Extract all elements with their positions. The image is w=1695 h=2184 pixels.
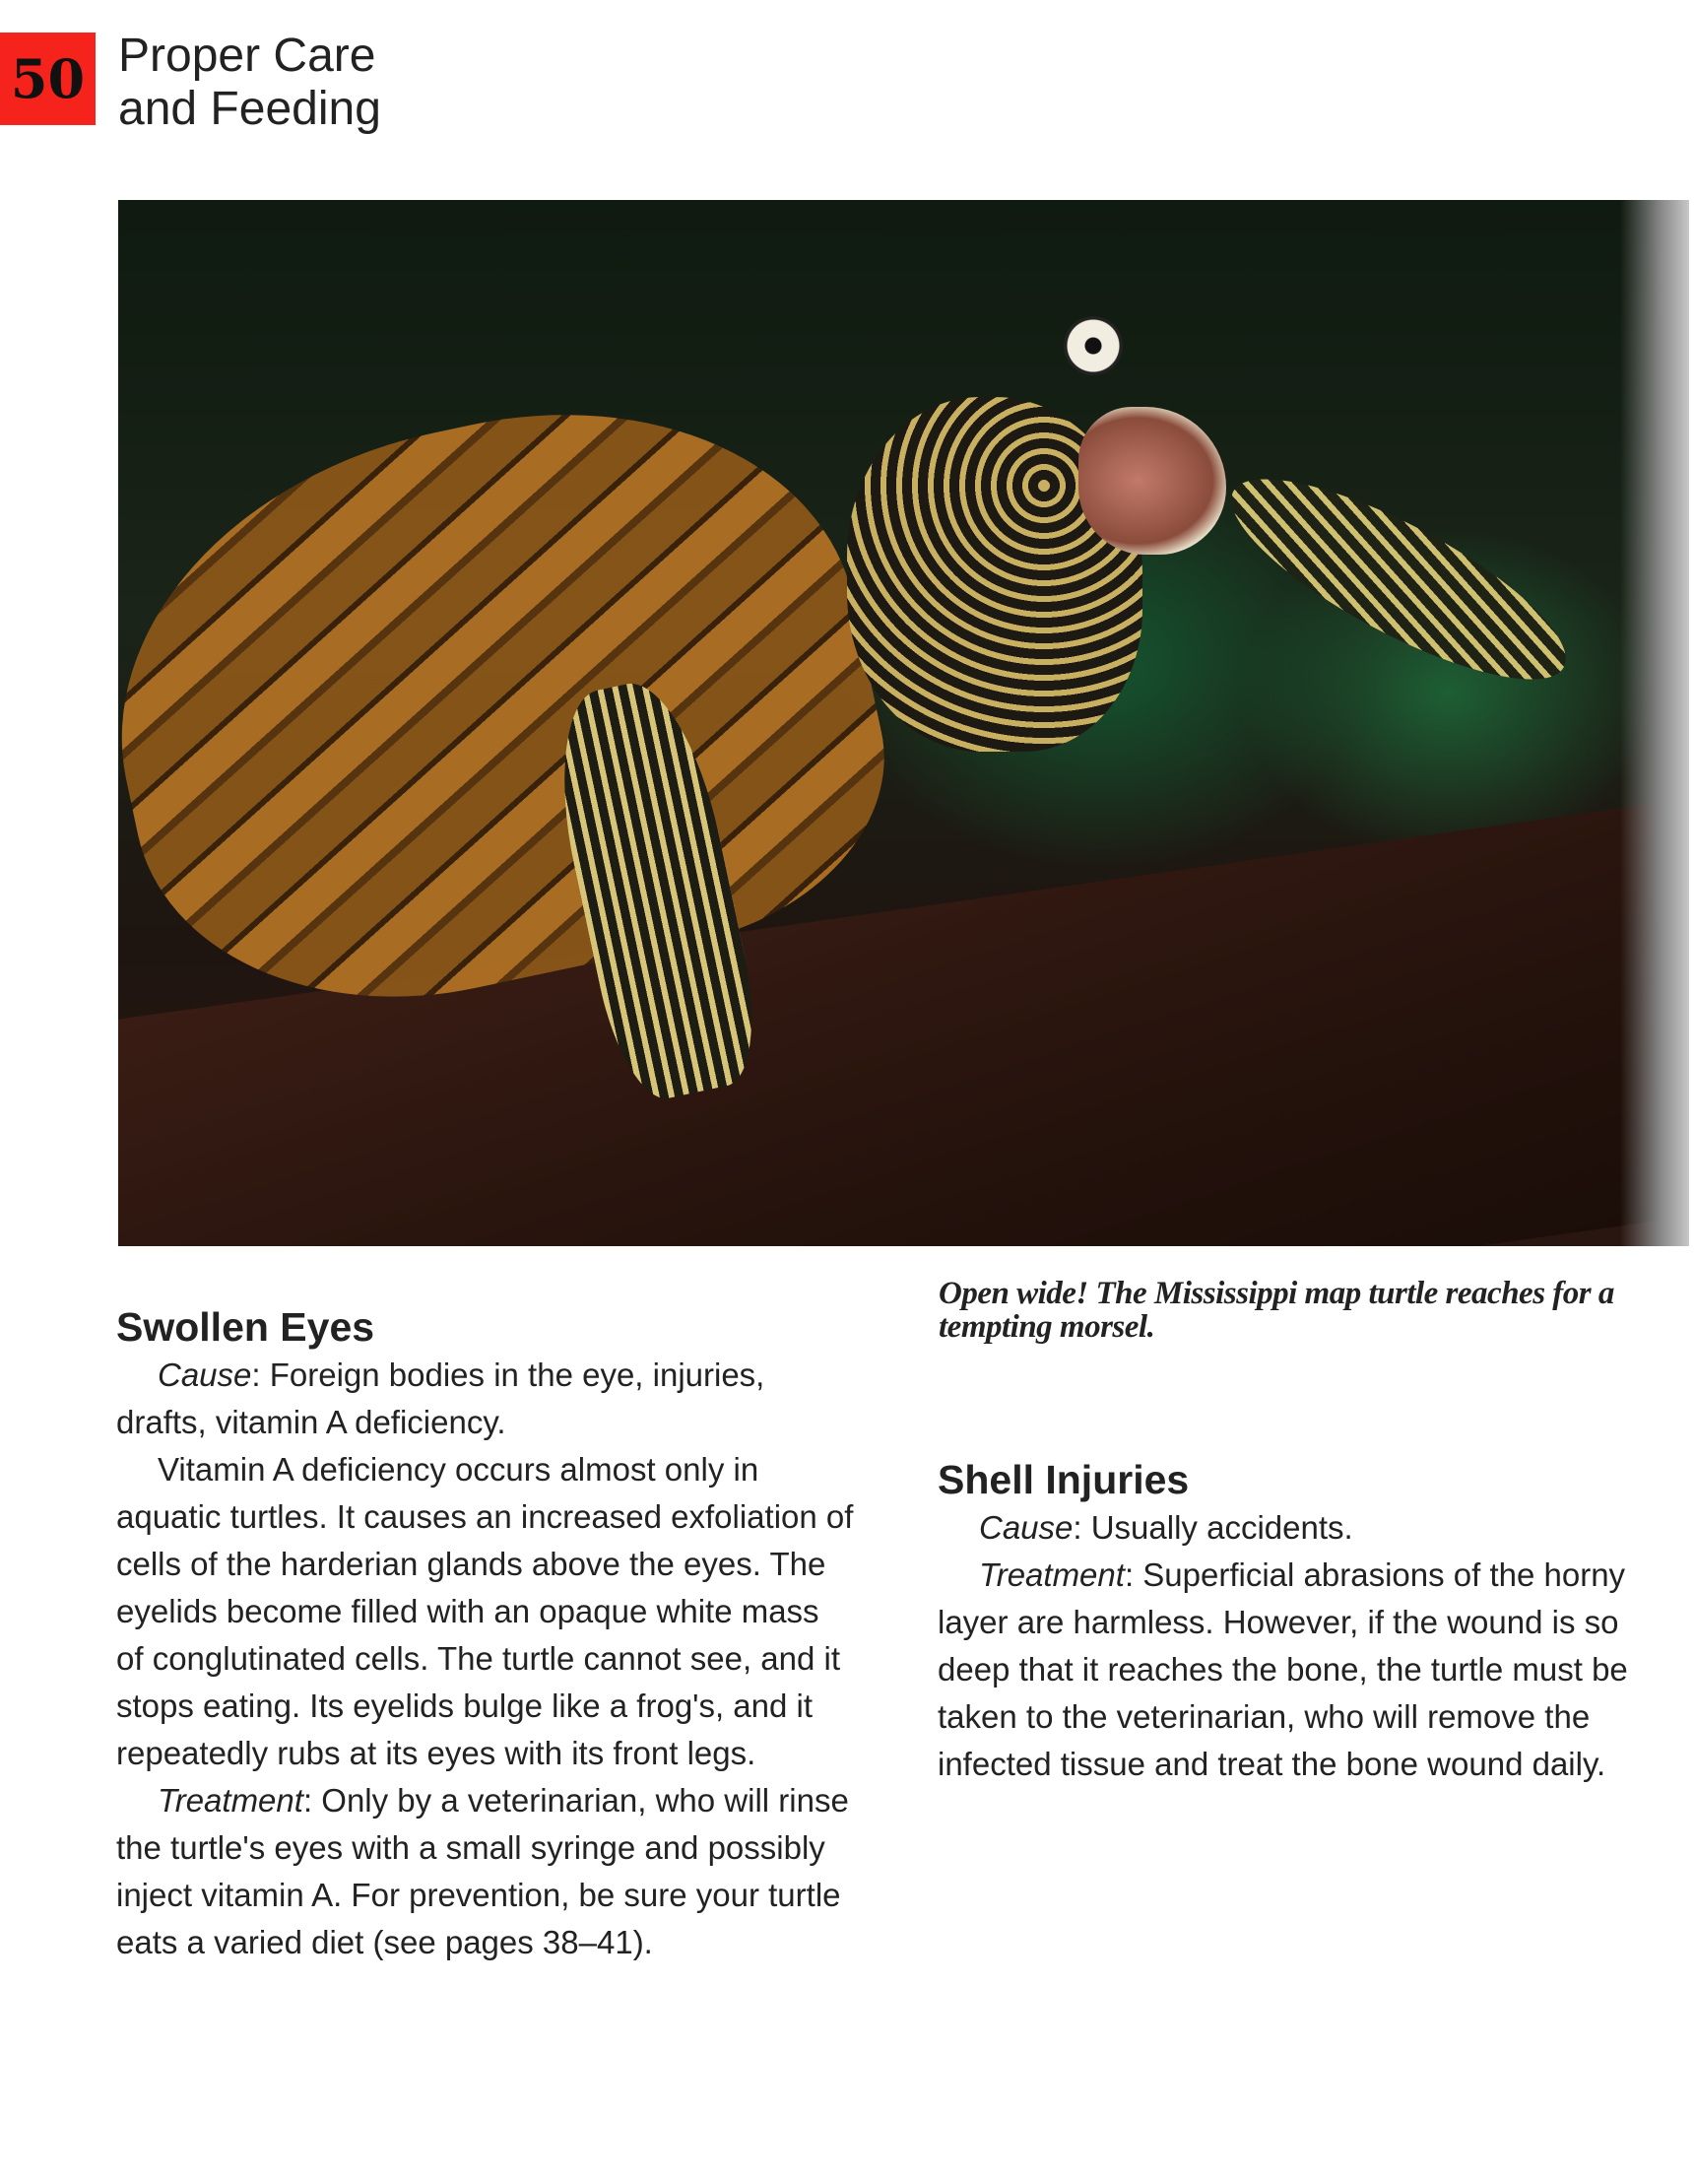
cause-label: Cause xyxy=(979,1509,1074,1546)
treatment-paragraph xyxy=(938,1552,1695,1788)
treatment-label: Treatment xyxy=(158,1782,303,1819)
section-swollen-eyes xyxy=(116,1302,855,1966)
page-gutter-shadow xyxy=(1620,200,1689,1246)
section-heading: Swollen Eyes xyxy=(116,1304,375,1350)
chapter-title-line-2: and Feeding xyxy=(118,83,381,135)
body-paragraph: Vitamin A deficiency occurs almost only in aquatic turtles. It causes an increased exfoliation of cells of the harderian glands above the eyes. The eyelids become filled with an opaque white mass of conglutinated cells. The turtle cannot see, and it stops eating. Its eyelids bulge like a frog's, and it repeatedly rubs at its eyes with its front legs. xyxy=(116,1451,854,1771)
cause-paragraph xyxy=(938,1504,1695,1552)
treatment-label: Treatment xyxy=(979,1556,1125,1593)
chapter-title-line-1: Proper Care xyxy=(118,30,376,82)
turtle-eye-shape xyxy=(1064,316,1123,375)
page-number: 50 xyxy=(0,33,96,125)
section-shell-injuries xyxy=(938,1455,1695,1788)
treatment-text: : Only by a veterinarian, who will rinse the turtle's eyes with a small syringe and possibly inject vitamin A. For prevention, be sure your turtle eats a varied diet (see pages 38–41). xyxy=(116,1782,849,1960)
cause-text: : Foreign bodies in the eye, injuries, drafts, vitamin A deficiency. xyxy=(116,1357,765,1440)
section-heading: Shell Injuries xyxy=(938,1457,1190,1502)
cause-paragraph xyxy=(116,1352,855,1446)
chapter-title xyxy=(118,30,381,136)
turtle-mouth-shape xyxy=(1078,407,1226,555)
treatment-text: : Superficial abrasions of the horny layer are harmless. However, if the wound is so deep that it reaches the bone, the turtle must be taken to the veterinarian, who will remove the infected tissue and treat the bone wound daily. xyxy=(938,1556,1628,1782)
turtle-right-leg-shape xyxy=(1207,443,1589,715)
turtle-photo xyxy=(118,200,1689,1246)
cause-text: : Usually accidents. xyxy=(1073,1509,1353,1546)
photo-caption: Open wide! The Mississippi map turtle reaches for a tempting morsel. xyxy=(939,1276,1614,1345)
treatment-paragraph xyxy=(116,1777,855,1966)
cause-label: Cause xyxy=(158,1357,252,1393)
